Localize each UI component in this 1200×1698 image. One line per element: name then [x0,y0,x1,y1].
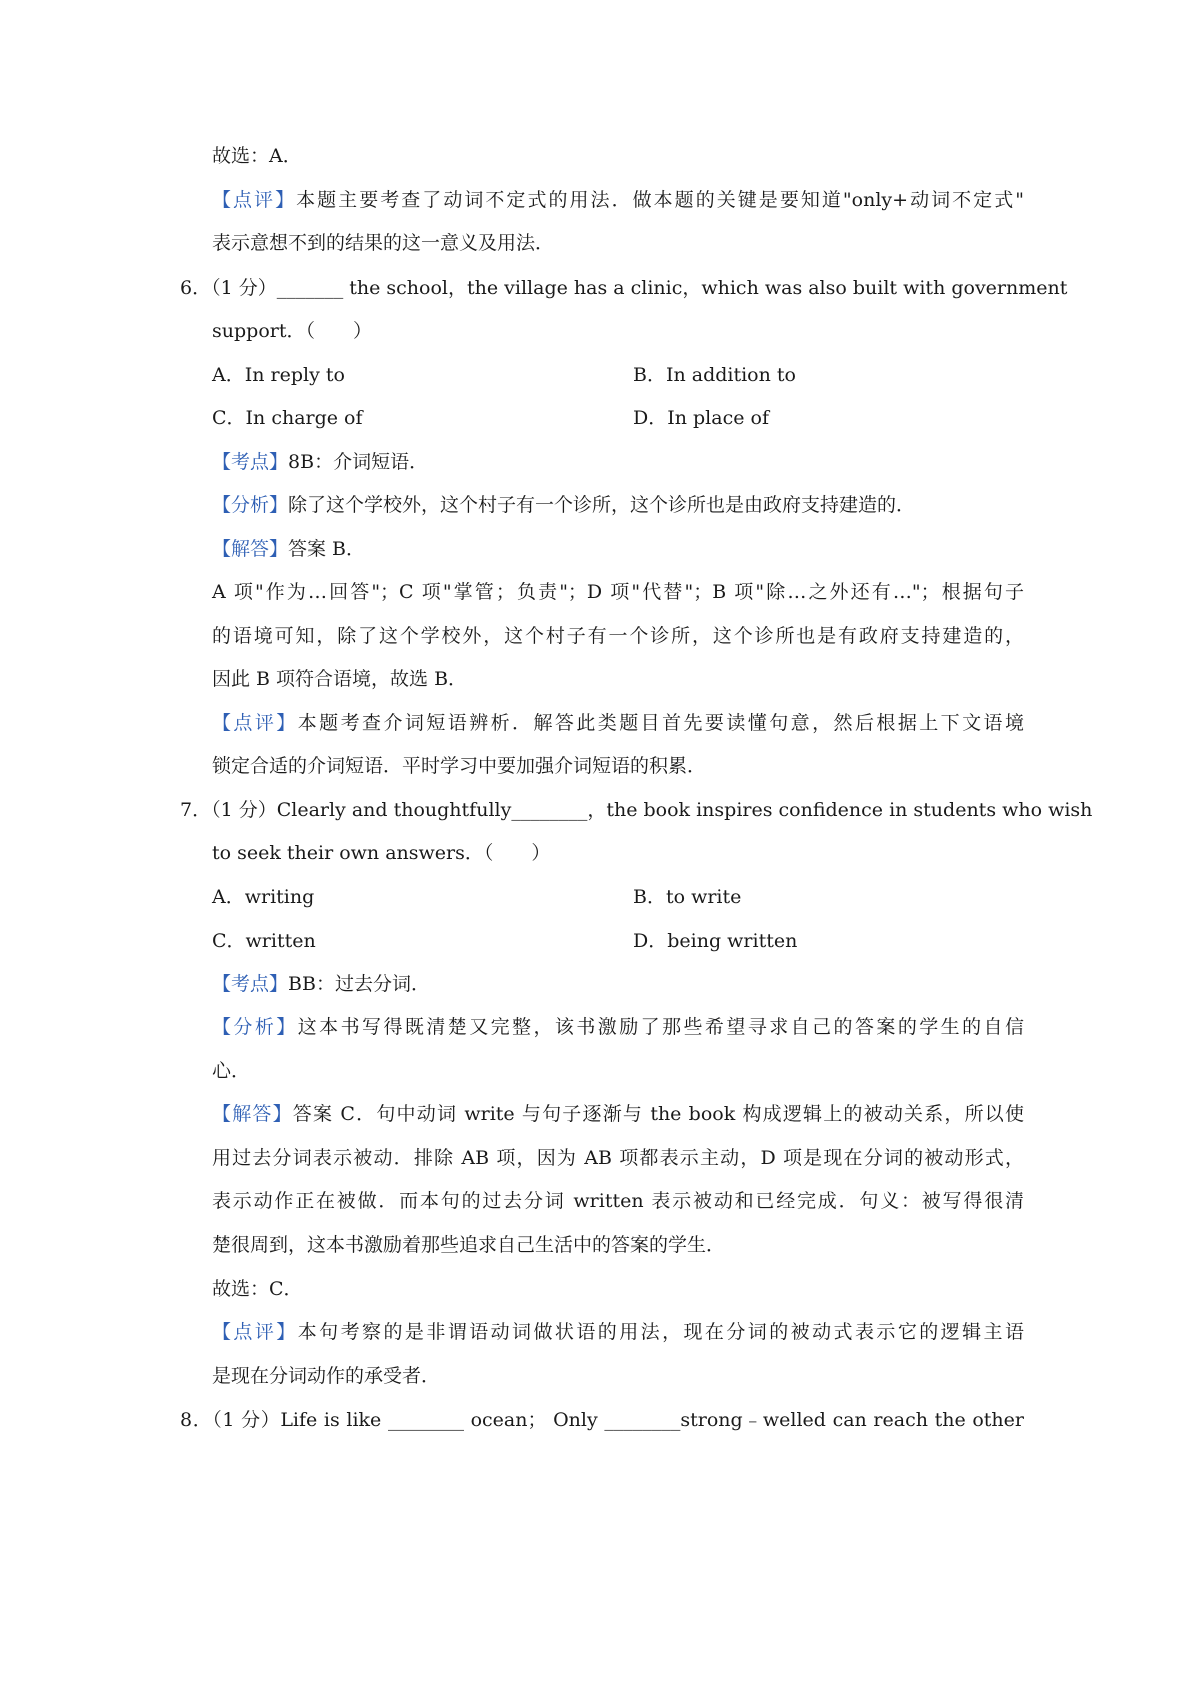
question-7-option-d: D．being written [633,930,798,952]
answer-tag: 【解答】 [212,1103,293,1125]
question-7-answer-line-4: 楚很周到，这本书激励着那些追求自己生活中的答案的学生． [212,1234,726,1256]
question-6-explanation-line-3: 因此 B 项符合语境，故选 B． [212,668,468,690]
prev-answer-choose: 故选：A． [212,145,302,167]
prev-review-line-1 [212,187,1024,213]
question-6-explanation-line-2: 的语境可知，除了这个学校外，这个村子有一个诊所，这个诊所也是有政府支持建造的， [212,625,1024,647]
answer-text: 答案 B． [288,538,366,560]
question-7-option-b: B．to write [633,886,742,908]
knowledge-tag: 【考点】 [212,451,289,473]
knowledge-text: 8B：介词短语． [288,451,429,473]
question-6-stem-line-1: 6．（1 分）_______ the school，the village has a clinic，which was also built with government [180,277,1068,299]
review-tag: 【点评】 [212,712,298,734]
question-7-option-c: C．written [212,930,316,952]
review-tag: 【点评】 [212,1321,298,1343]
prev-review-line-2: 表示意想不到的结果的这一意义及用法． [212,232,555,254]
question-6-review-line-2: 锁定合适的介词短语．平时学习中要加强介词短语的积累． [212,755,707,777]
answer-tag: 【解答】 [212,538,289,560]
question-6-review-line-1 [212,710,1024,736]
question-6-option-a: A．In reply to [212,364,345,386]
question-7-review-line-1 [212,1319,1024,1345]
knowledge-text: BB：过去分词． [288,973,430,995]
question-6-option-b: B．In addition to [633,364,796,386]
question-6-knowledge-point [212,449,1024,475]
review-text: 本题主要考查了动词不定式的用法．做本题的关键是要知道"only+动词不定式" [296,189,1024,211]
question-7-answer-line-2: 用过去分词表示被动．排除 AB 项，因为 AB 项都表示主动，D 项是现在分词的被动形式， [212,1147,1024,1169]
question-8-stem-line-1: 8．（1 分）Life is like ________ ocean； Only ________strong﹣welled can reach the other [180,1409,1024,1431]
knowledge-tag: 【考点】 [212,973,289,995]
question-7-choose: 故选：C． [212,1278,303,1300]
question-6-answer [212,536,1024,562]
review-tag: 【点评】 [212,189,297,211]
question-7-answer-line-3: 表示动作正在被做．而本句的过去分词 written 表示被动和已经完成．句义：被写得很清 [212,1190,1024,1212]
question-6-option-c: C．In charge of [212,407,363,429]
question-7-option-a: A．writing [212,886,315,908]
analysis-text: 这本书写得既清楚又完整，该书激励了那些希望寻求自己的答案的学生的自信 [297,1016,1024,1038]
analysis-text: 除了这个学校外，这个村子有一个诊所，这个诊所也是由政府支持建造的． [288,494,916,516]
question-6-option-d: D．In place of [633,407,769,429]
question-6-analysis [212,492,1024,518]
question-7-answer-line-1 [212,1101,1024,1127]
question-7-knowledge-point [212,971,1024,997]
analysis-tag: 【分析】 [212,1016,298,1038]
answer-text: 答案 C．句中动词 write 与句子逐渐与 the book 构成逻辑上的被动关系，所以使 [292,1103,1024,1125]
review-text: 本句考察的是非谓语动词做状语的用法，现在分词的被动式表示它的逻辑主语 [297,1321,1024,1343]
question-7-analysis-line-2: 心． [212,1060,251,1082]
question-6-stem-line-2: support．（ ） [212,320,372,342]
question-7-review-line-2: 是现在分词动作的承受者． [212,1365,441,1387]
question-7-analysis-line-1 [212,1014,1024,1040]
analysis-tag: 【分析】 [212,494,289,516]
question-7-stem-line-1: 7．（1 分）Clearly and thoughtfully________，the book inspires confidence in students who wish [180,799,1093,821]
review-text: 本题考查介词短语辨析．解答此类题目首先要读懂句意，然后根据上下文语境 [297,712,1024,734]
question-6-explanation-line-1: A 项"作为…回答"；C 项"掌管；负责"；D 项"代替"；B 项"除…之外还有…"；根据句子 [212,581,1024,603]
question-7-stem-line-2: to seek their own answers．（ ） [212,842,551,864]
